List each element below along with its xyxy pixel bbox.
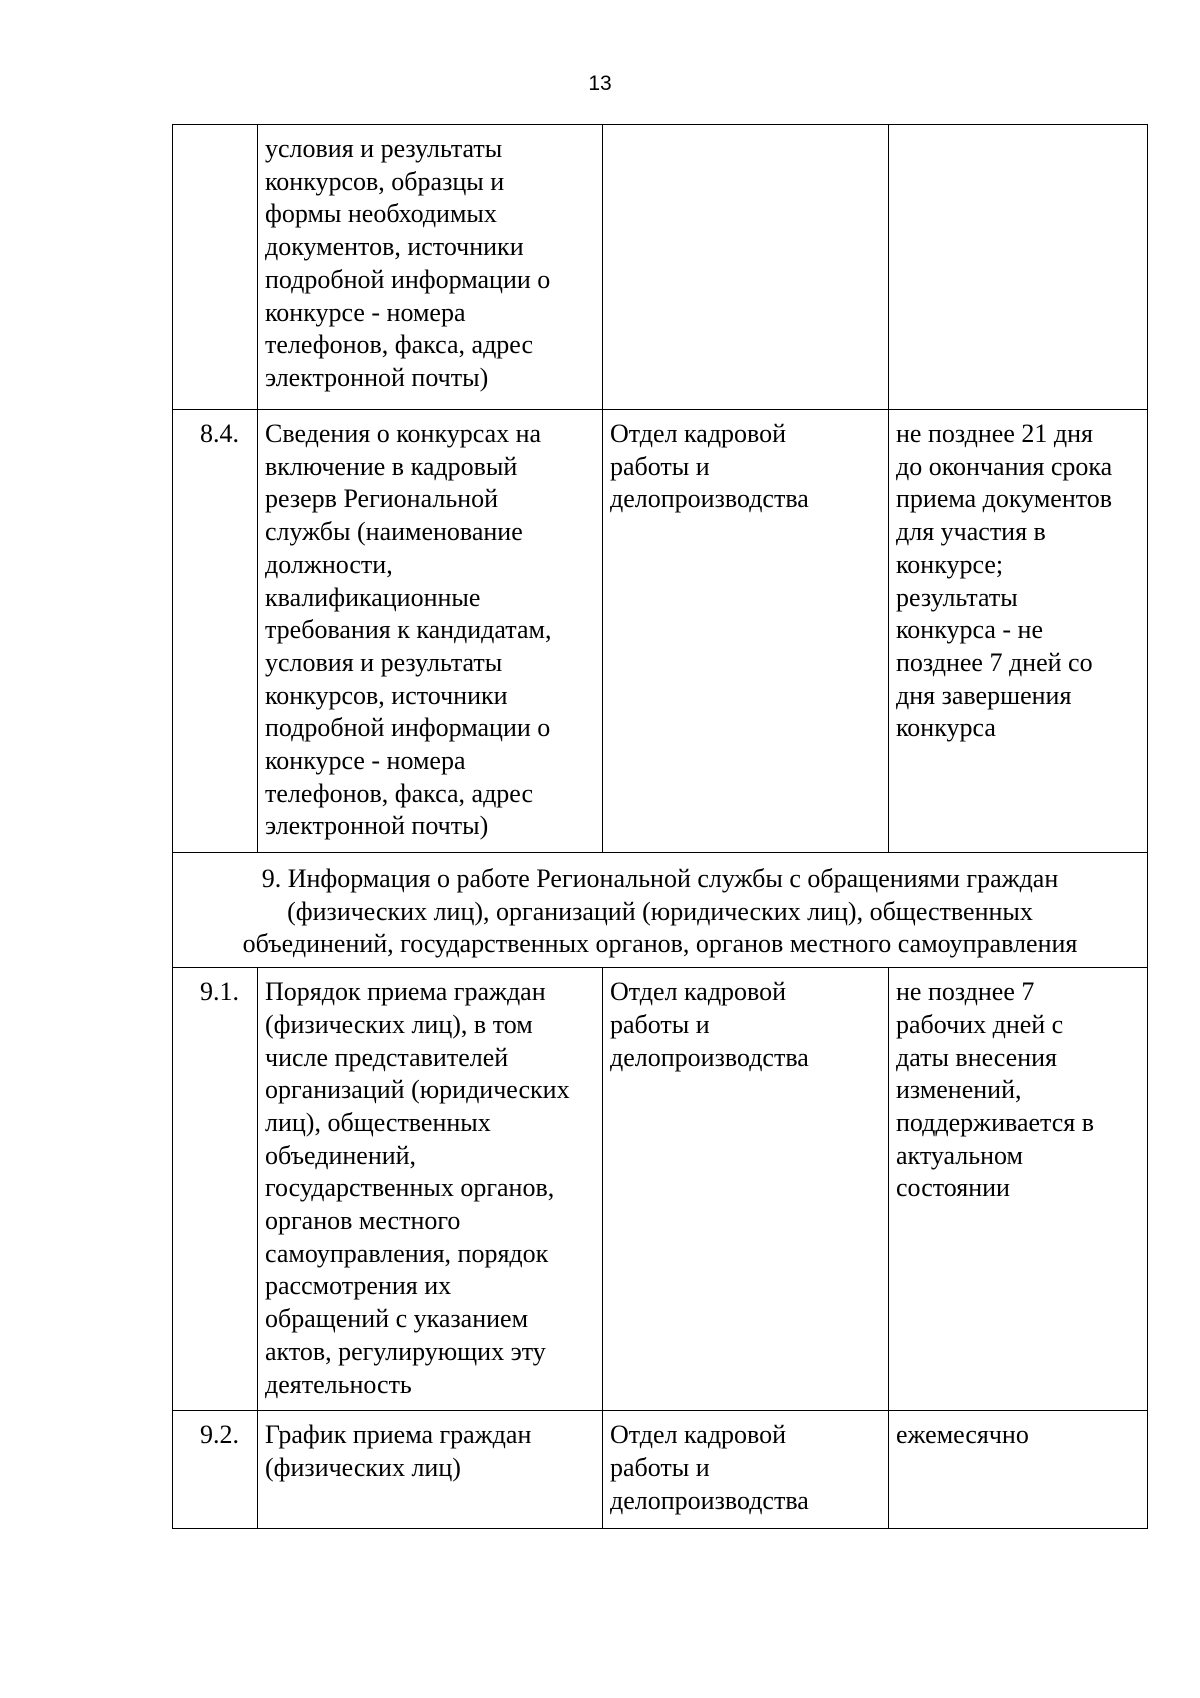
deadline-cell: не позднее 7 рабочих дней с даты внесения изменений, поддерживается в актуальном состоянии xyxy=(889,968,1148,1411)
responsible-cell: Отдел кадровой работы и делопроизводства xyxy=(603,410,889,853)
row-number-cell: 9.2. xyxy=(173,1411,258,1529)
content-cell: График приема граждан (физических лиц) xyxy=(258,1411,603,1529)
responsible-cell: Отдел кадровой работы и делопроизводства xyxy=(603,1411,889,1529)
table-row xyxy=(173,1411,1148,1529)
content-cell: Порядок приема граждан (физических лиц), в том числе представителей организаций (юридических лиц), общественных объединений, государственных органов, органов местного самоуправления, порядок рассмотрения их обращений с указанием актов, регулирующих эту деятельность xyxy=(258,968,603,1411)
row-number-cell xyxy=(173,125,258,410)
deadline-cell xyxy=(889,125,1148,410)
deadline-cell: не позднее 21 дня до окончания срока приема документов для участия в конкурсе; результаты конкурса - не позднее 7 дней со дня завершения конкурса xyxy=(889,410,1148,853)
page-number: 13 xyxy=(588,72,612,95)
content-cell: Сведения о конкурсах на включение в кадровый резерв Региональной службы (наименование должности, квалификационные требования к кандидатам, условия и результаты конкурсов, источники подробной информации о конкурсе - номера телефонов, факса, адрес электронной почты) xyxy=(258,410,603,853)
row-number-cell: 9.1. xyxy=(173,968,258,1411)
responsible-cell xyxy=(603,125,889,410)
deadline-cell: ежемесячно xyxy=(889,1411,1148,1529)
table-row xyxy=(173,125,1148,410)
row-number-cell: 8.4. xyxy=(173,410,258,853)
section-9-heading: 9. Информация о работе Региональной службы с обращениями граждан (физических лиц), организаций (юридических лиц), общественных объединений, государственных органов, органов местного самоуправления xyxy=(173,853,1148,968)
responsible-cell: Отдел кадровой работы и делопроизводства xyxy=(603,968,889,1411)
table-row xyxy=(173,968,1148,1411)
section-heading-row xyxy=(173,853,1148,968)
information-table xyxy=(172,124,1148,1529)
table-row xyxy=(173,410,1148,853)
content-cell: условия и результаты конкурсов, образцы и формы необходимых документов, источники подробной информации о конкурсе - номера телефонов, факса, адрес электронной почты) xyxy=(258,125,603,410)
